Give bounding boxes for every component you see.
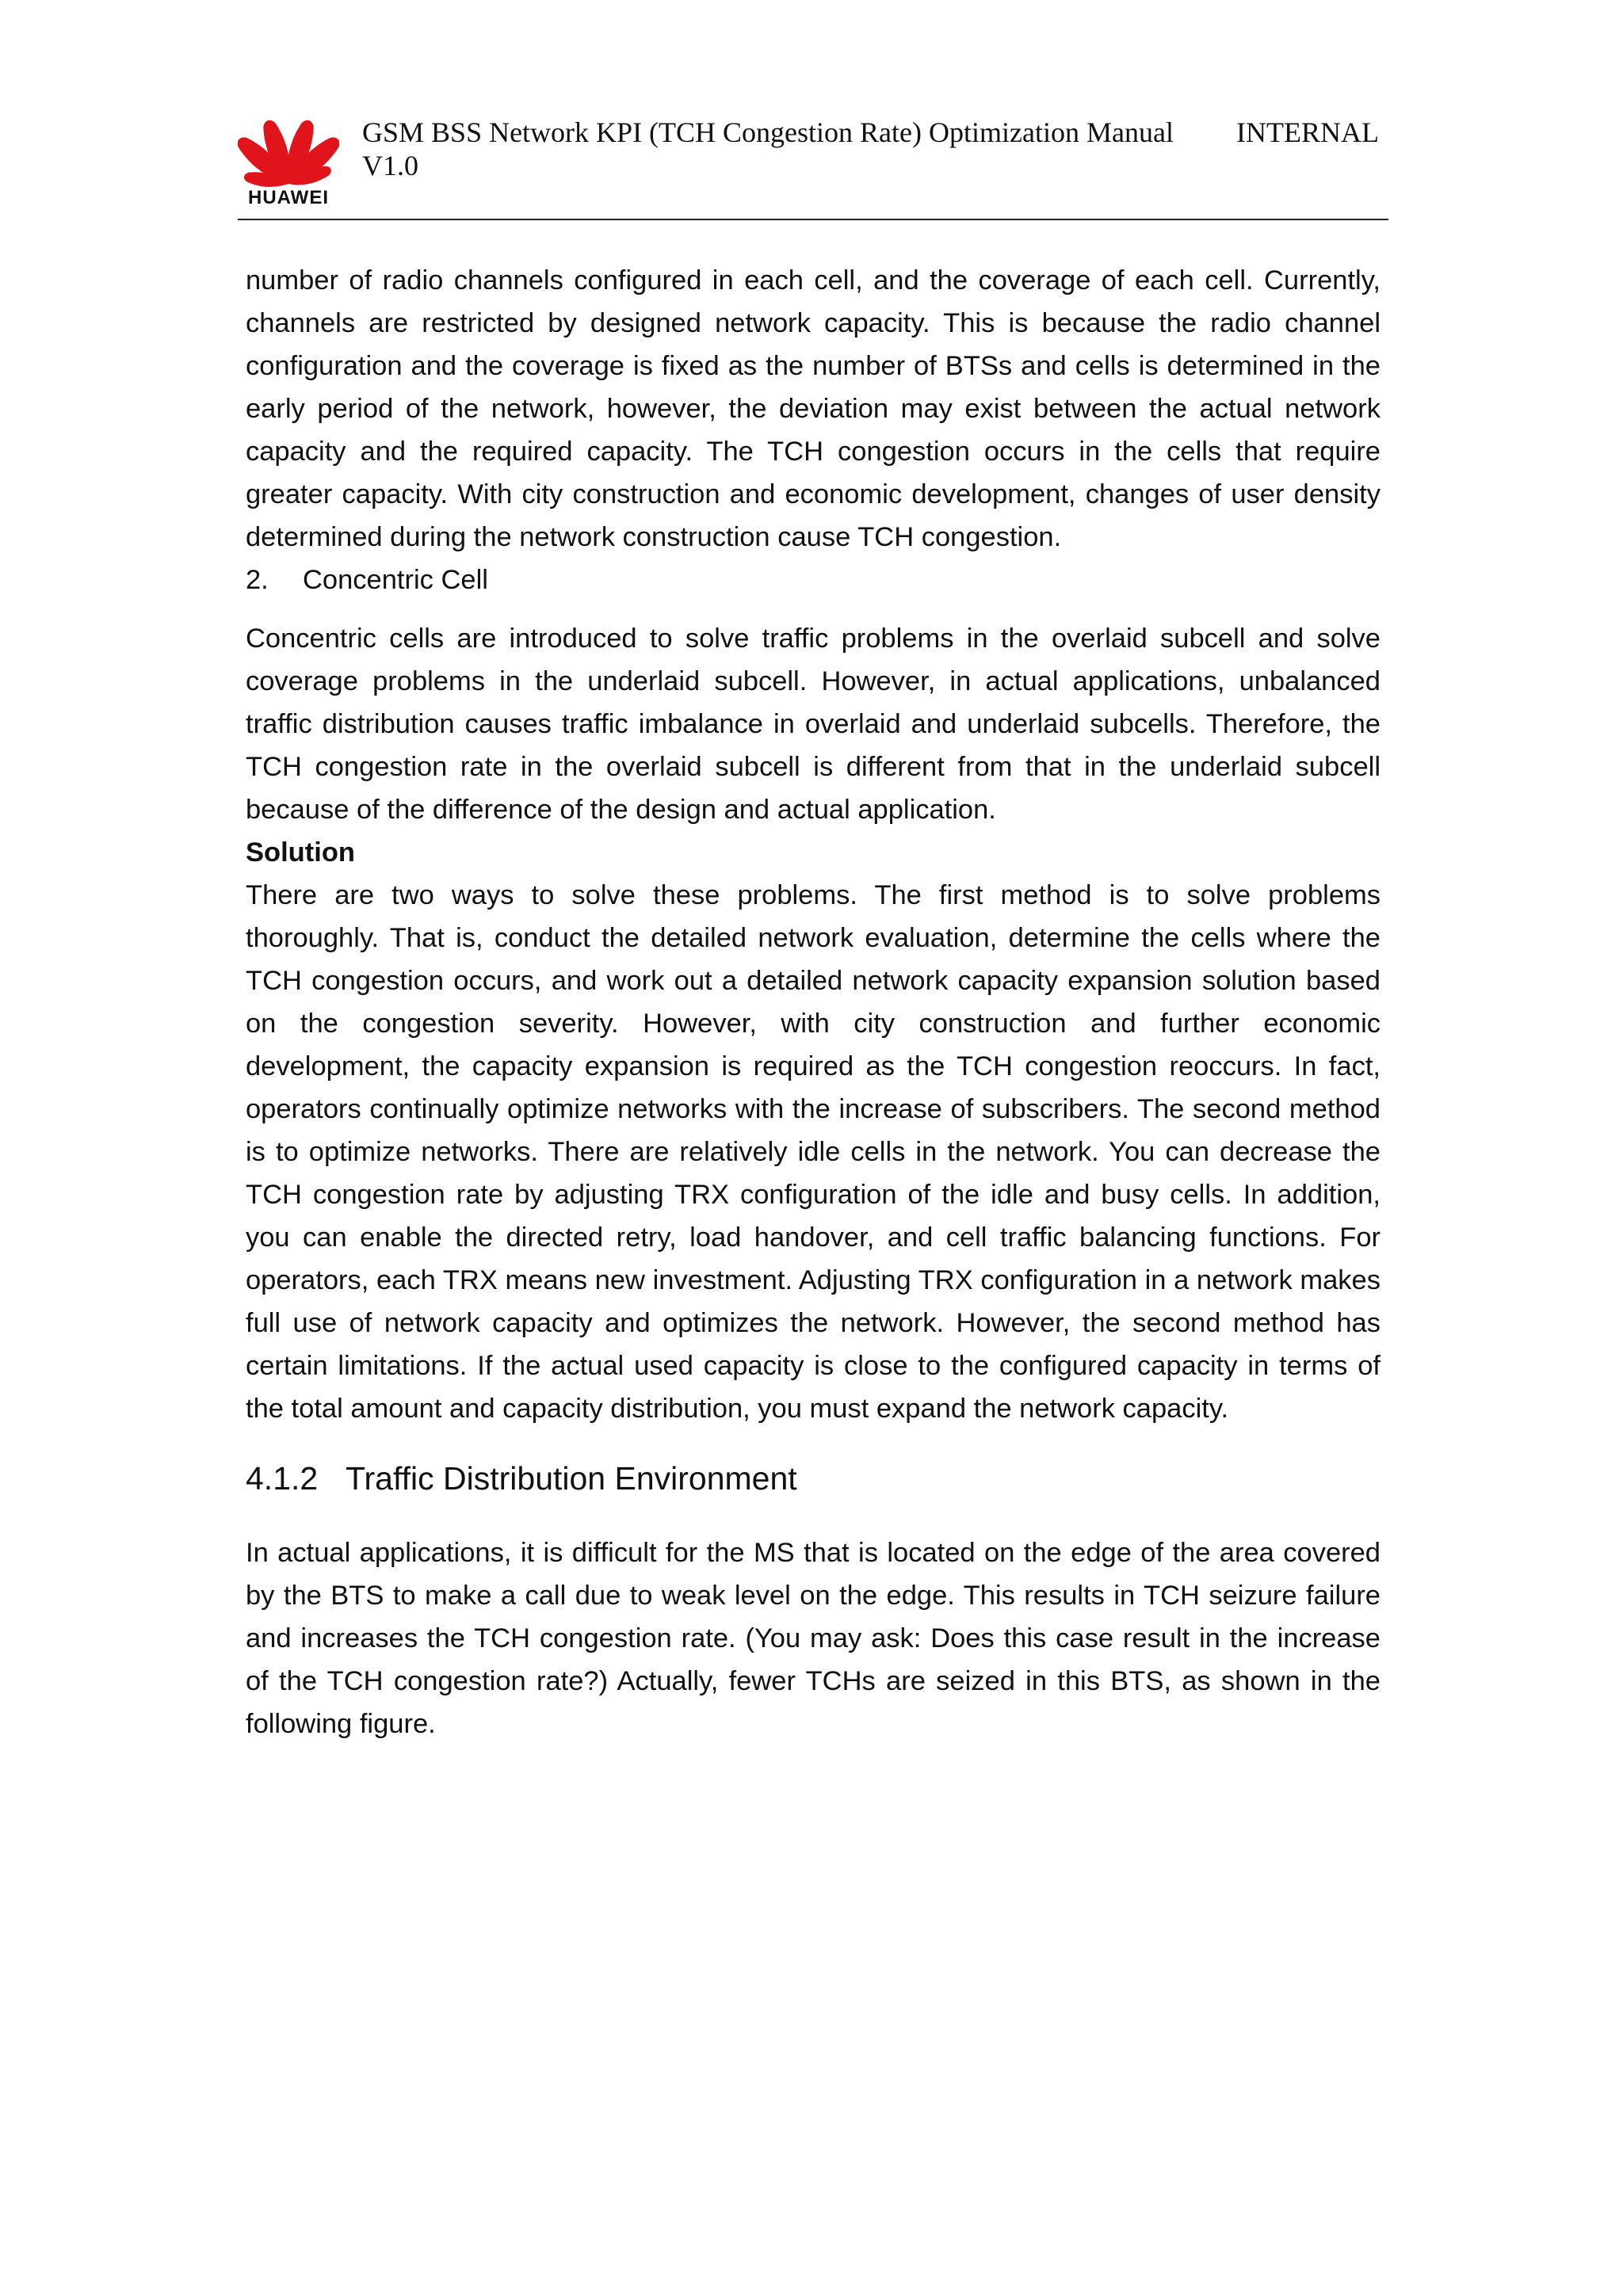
paragraph-traffic: In actual applications, it is difficult for the MS that is located on the edge of the area covered by the BTS to make a call due to weak level on the edge. This results in TCH seizure failure and increases the TCH congestion rate. (You may ask: Does this case result in the increase of the TCH congestion rate?) Actually, fewer TCHs are seized in this BTS, as shown in the following figure. [246, 1538, 1381, 1739]
list-item-concentric-cell [246, 559, 1381, 601]
section-title: Traffic Distribution Environment [346, 1460, 797, 1497]
logo-wordmark: HUAWEI [248, 187, 329, 208]
section-heading [246, 1457, 1381, 1500]
solution-label: Solution [246, 837, 355, 868]
document-title: GSM BSS Network KPI (TCH Congestion Rate) Optimization Manual V1.0 [362, 116, 1174, 181]
classification-label: INTERNAL [1236, 116, 1379, 148]
huawei-logo [238, 111, 339, 212]
page-header [238, 111, 1388, 220]
section-number: 4.1.2 [246, 1460, 319, 1497]
paragraph-capacity: number of radio channels configured in each cell, and the coverage of each cell. Currently, channels are restricted by designed network capacity. This is because the radio channel configuration and the coverage is fixed as the number of BTSs and cells is determined in the early period of the network, however, the deviation may exist between the actual network capacity and the required capacity. The TCH congestion occurs in the cells that require greater capacity. With city construction and economic development, changes of user density determined during the network construction cause TCH congestion. [246, 265, 1381, 552]
paragraph-solution: There are two ways to solve these problems. The first method is to solve problems thoroughly. That is, conduct the detailed network evaluation, determine the cells where the TCH congestion occurs, and work out a detailed network capacity expansion solution based on the congestion severity. However, with city construction and further economic development, the capacity expansion is required as the TCH congestion reoccurs. In fact, operators continually optimize networks with the increase of subscribers. The second method is to optimize networks. There are relatively idle cells in the network. You can decrease the TCH congestion rate by adjusting TRX configuration of the idle and busy cells. In addition, you can enable the directed retry, load handover, and cell traffic balancing functions. For operators, each TRX means new investment. Adjusting TRX configuration in a network makes full use of network capacity and optimizes the network. However, the second method has certain limitations. If the actual used capacity is close to the configured capacity in terms of the total amount and capacity distribution, you must expand the network capacity. [246, 880, 1381, 1424]
list-item-label: Concentric Cell [303, 565, 488, 595]
page-body [246, 259, 1381, 1745]
huawei-flower-icon [238, 111, 339, 190]
paragraph-concentric: Concentric cells are introduced to solve traffic problems in the overlaid subcell and solve coverage problems in the underlaid subcell. However, in actual applications, unbalanced traffic distribution causes traffic imbalance in overlaid and underlaid subcells. Therefore, the TCH congestion rate in the overlaid subcell is different from that in the underlaid subcell because of the difference of the design and actual application. [246, 624, 1381, 825]
list-item-number: 2. [246, 565, 269, 595]
